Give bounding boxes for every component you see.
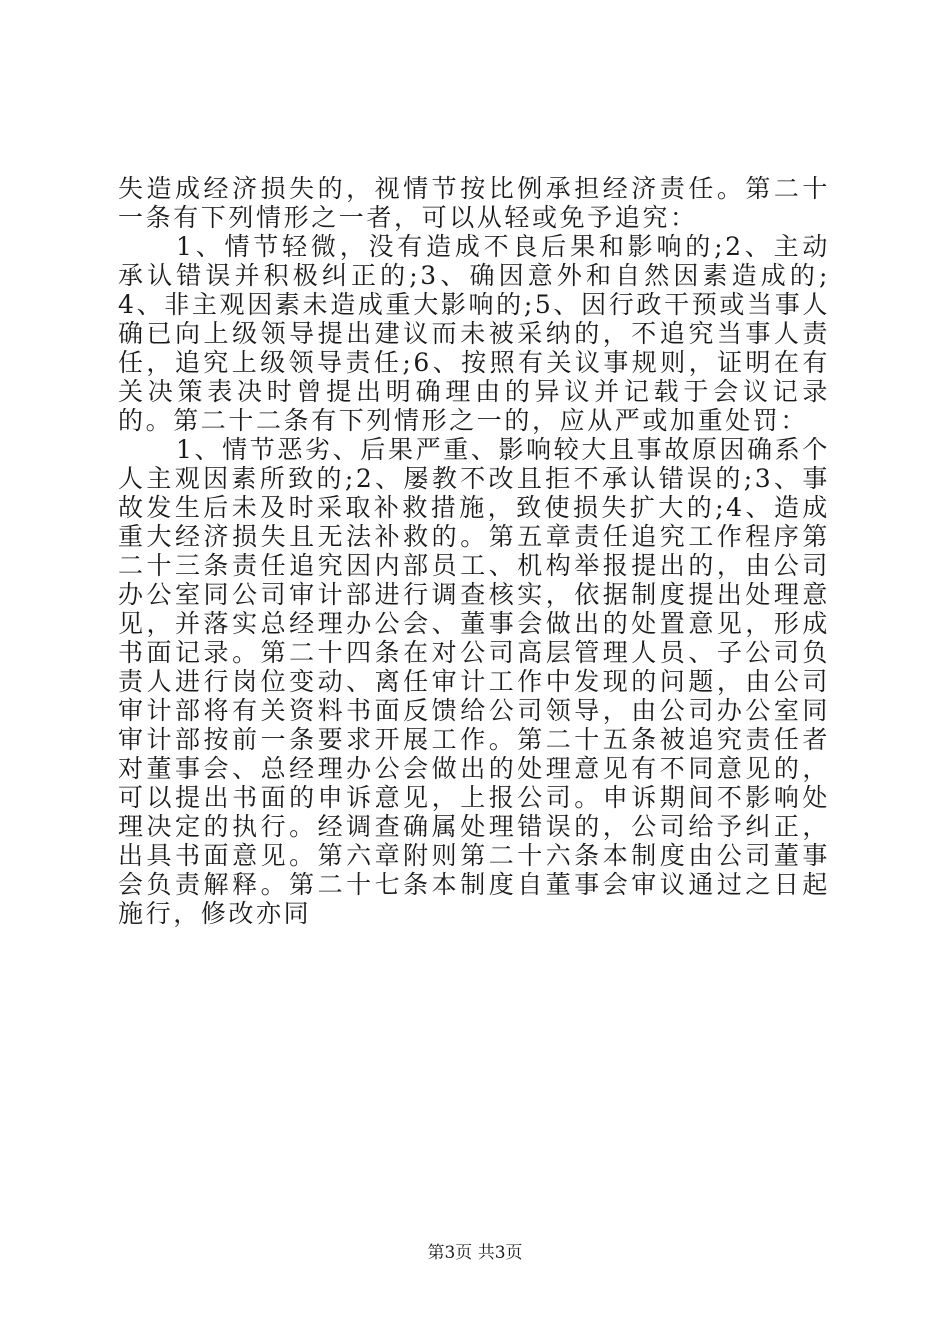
- paragraph-1: 失造成经济损失的，视情节按比例承担经济责任。第二十一条有下列情形之一者，可以从轻或免予追究：: [118, 174, 830, 232]
- paragraph-2: 1、情节轻微，没有造成不良后果和影响的;2、主动承认错误并积极纠正的;3、确因意外和自然因素造成的;4、非主观因素未造成重大影响的;5、因行政干预或当事人确已向上级领导提出建议而未被采纳的，不追究当事人责任，追究上级领导责任;6、按照有关议事规则，证明在有关决策表决时曾提出明确理由的异议并记载于会议记录的。第二十二条有下列情形之一的，应从严或加重处罚：: [118, 232, 830, 435]
- document-body: [118, 174, 830, 928]
- paragraph-3: 1、情节恶劣、后果严重、影响较大且事故原因确系个人主观因素所致的;2、屡教不改且拒不承认错误的;3、事故发生后未及时采取补救措施，致使损失扩大的;4、造成重大经济损失且无法补救的。第五章责任追究工作程序第二十三条责任追究因内部员工、机构举报提出的，由公司办公室同公司审计部进行调查核实，依据制度提出处理意见，并落实总经理办公会、董事会做出的处置意见，形成书面记录。第二十四条在对公司高层管理人员、子公司负责人进行岗位变动、离任审计工作中发现的问题，由公司审计部将有关资料书面反馈给公司领导，由公司办公室同审计部按前一条要求开展工作。第二十五条被追究责任者对董事会、总经理办公会做出的处理意见有不同意见的，可以提出书面的申诉意见，上报公司。申诉期间不影响处理决定的执行。经调查确属处理错误的，公司给予纠正，出具书面意见。第六章附则第二十六条本制度由公司董事会负责解释。第二十七条本制度自董事会审议通过之日起施行，修改亦同: [118, 435, 830, 928]
- page-footer: 第3页 共3页: [427, 1243, 523, 1263]
